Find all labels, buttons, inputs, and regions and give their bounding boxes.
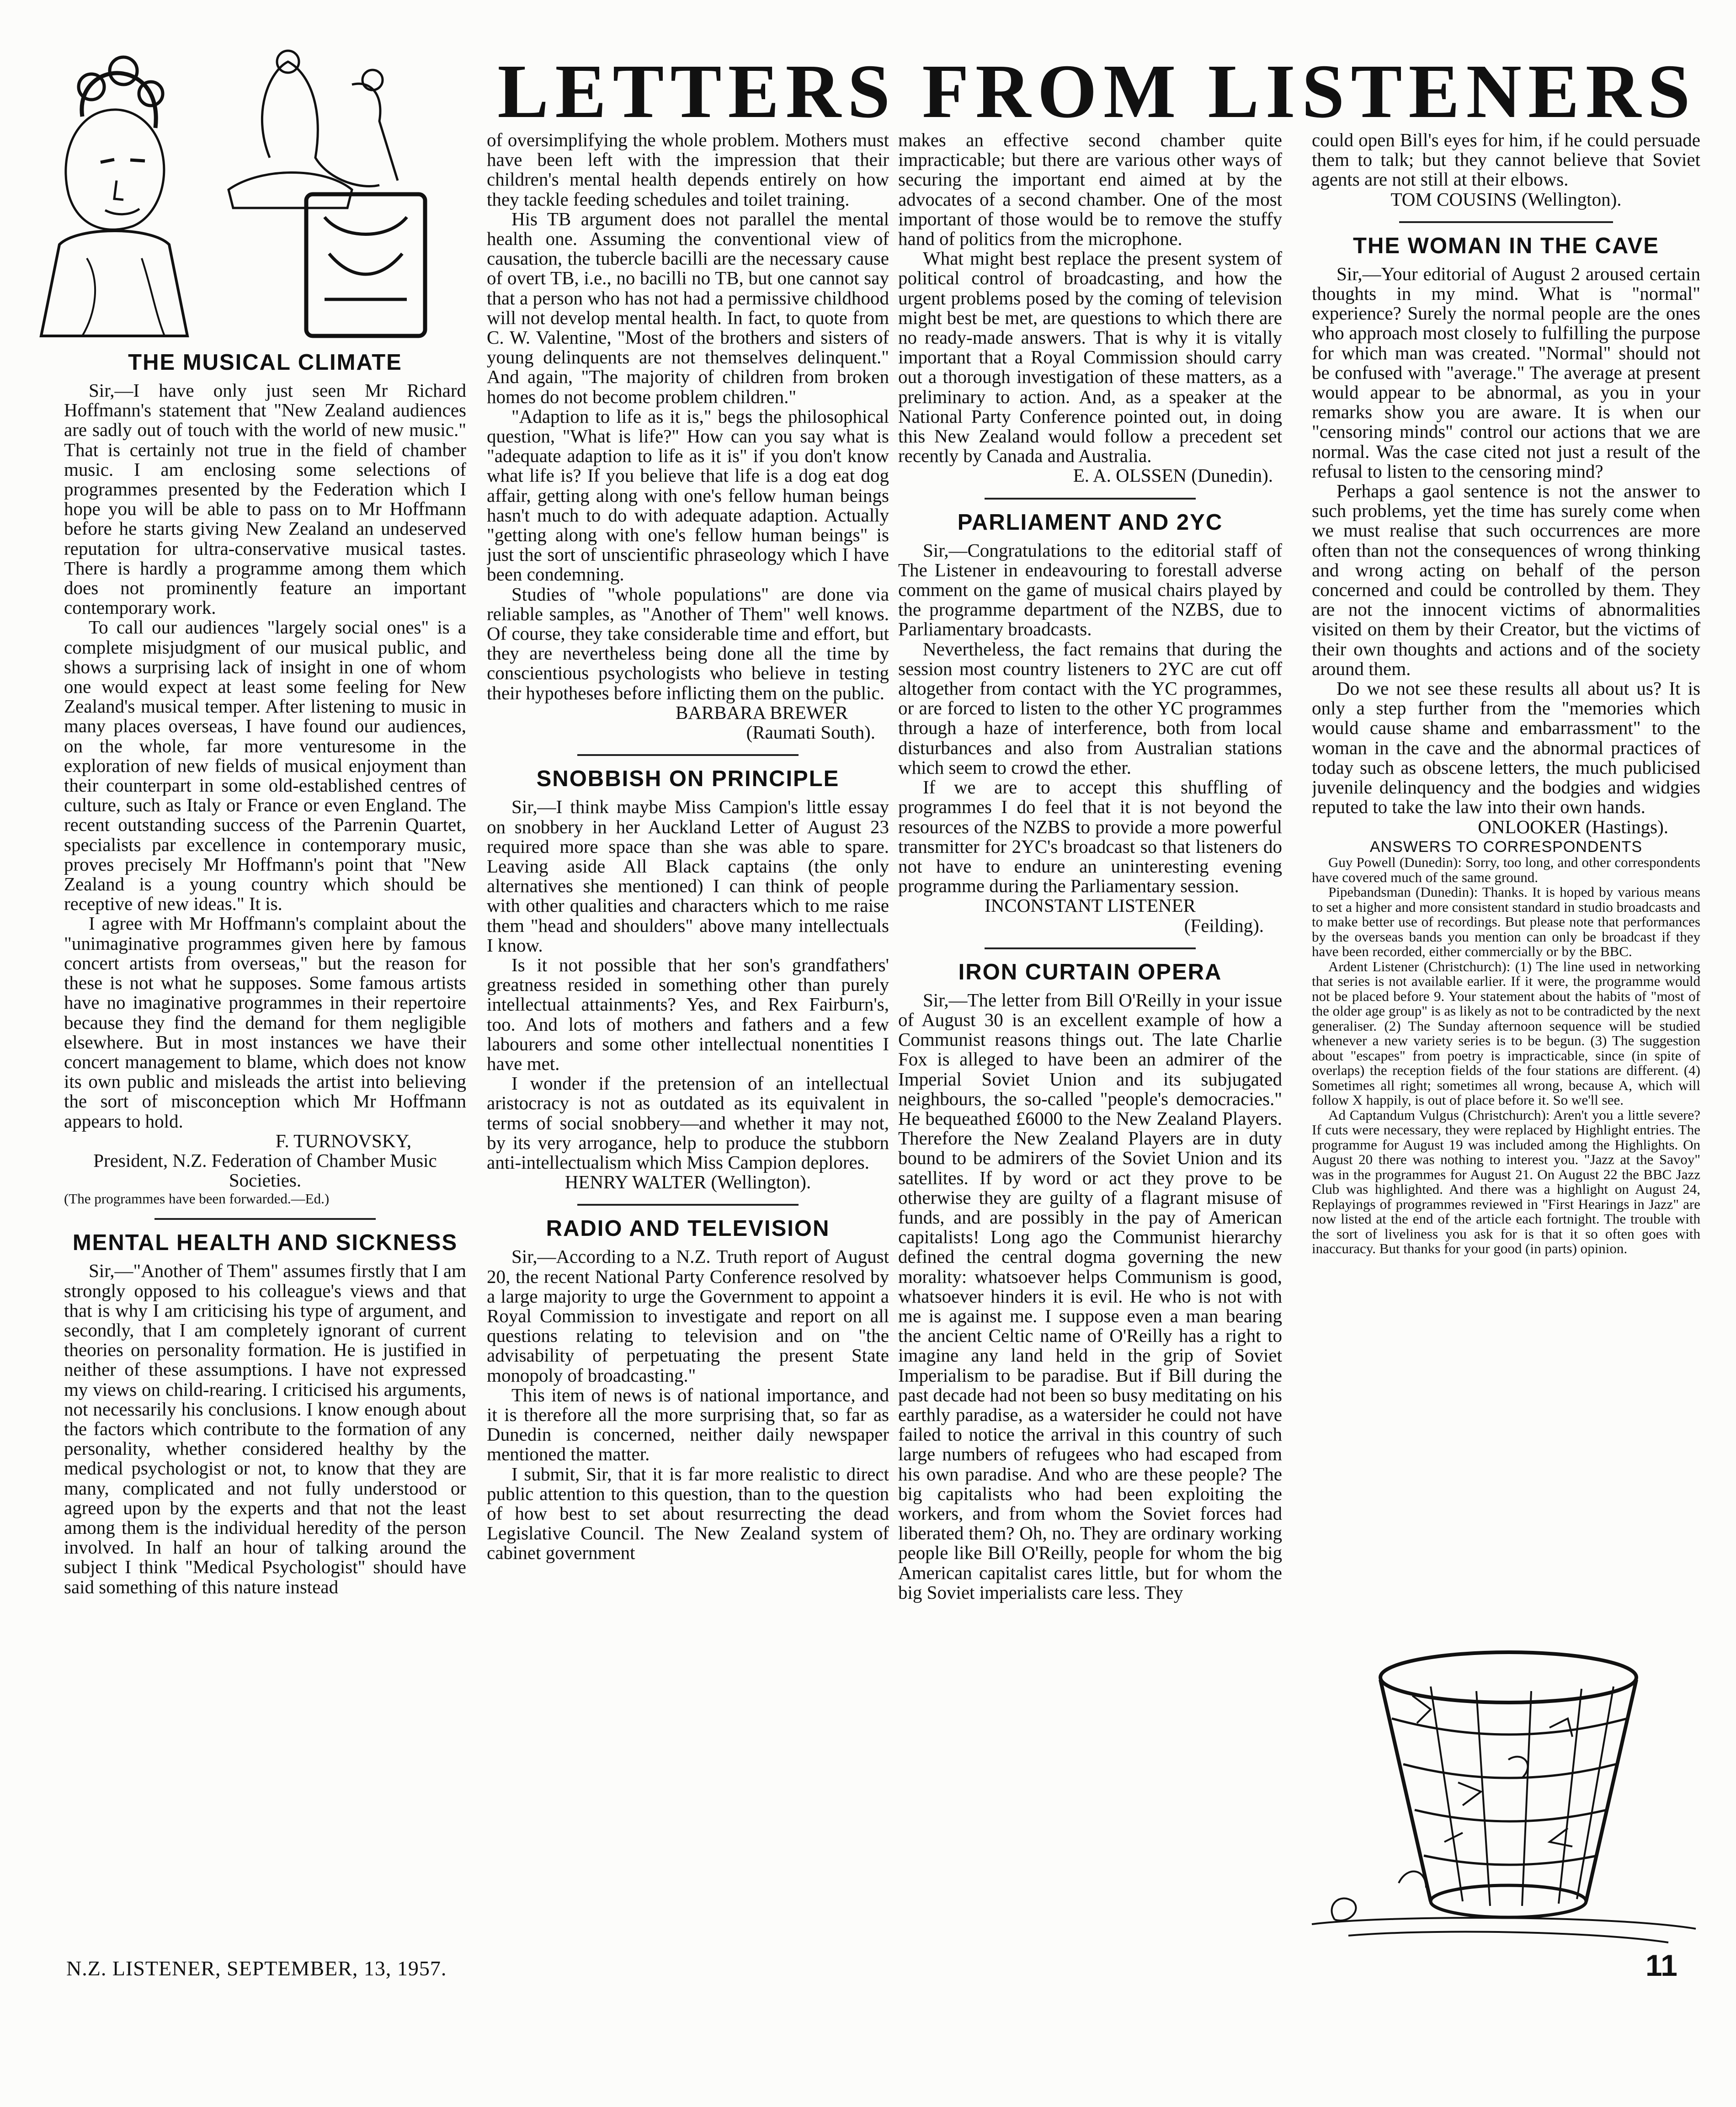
signature-onlooker: ONLOOKER (Hastings). [1478, 816, 1668, 837]
letter-paragraph: Sir,—"Another of Them" assumes firstly that I am strongly opposed to his colleague's views and that that is why I am criticising his type of argument, and secondly, that I am completely ignorant of current theories on personality formation. He is justified in neither of these assumptions. I have not expressed my views on child-rearing. I criticised his arguments, not necessarily his conclusions. I know enough about the factors which contribute to the formation of any personality, whether considered healthy by the medical psychologist or not, to know that they are many, complicated and not fully understood or agreed upon by the experts and that not the least among them is the individual heredity of the person involved. In half an hour of talking around the subject I think "Medical Psychologist" should have said something of this nature instead [64, 1260, 466, 1597]
section-divider [985, 947, 1196, 949]
answers-section [1312, 840, 1700, 1256]
heading-musical-climate: THE MUSICAL CLIMATE [128, 350, 402, 375]
letter-paragraph: Sir,—Congratulations to the editorial staff of The Listener in endeavouring to forestall adverse comment on the game of musical chairs played by the programme department of the NZBS, due to Parliamentary broadcasts. [898, 539, 1282, 640]
heading-mental-health: MENTAL HEALTH AND SICKNESS [72, 1230, 458, 1256]
section-divider [577, 1204, 799, 1206]
letter-paragraph: Sir,—The letter from Bill O'Reilly in your issue of August 30 is an excellent example of how a Communist reasons things out. The late Charlie Fox is alleged to have been an admirer of the Imperial Soviet Union and its subjugated neighbours, the so-called "people's democracies." He bequeathed £6000 to the New Zealand Players. Therefore the New Zealand Players are in duty bound to be admirers of the Soviet Union and its satellites. If by word or act they prove to be otherwise they are guilty of a flagrant misuse of funds, and are possibly in the pay of American capitalists! Long ago the Communist hierarchy defined the central dogma governing the new morality: whatsoever helps Communism is good, whatsoever hinders it is evil. He who is not with me is against me. I suppose even a man bearing the ancient Celtic name of O'Reilly has a right to imagine any land held in the grip of Soviet Imperialism to be paradise. But if Bill during the past decade had not been so busy meditating on his earthly paradise, as a watersider he could not have failed to notice the arrival in this country of such large numbers of refugees who had escaped from his own paradise. And who are these people? The big capitalists who had been exploiting the workers, and from whom the Soviet forces had liberated them? Oh, no. They are ordinary working people like Bill O'Reilly, people for whom the big American capitalist cares little, but for whom the big Soviet imperialists care less. They [898, 989, 1282, 1603]
column-4 [1312, 130, 1700, 1661]
answer-item: Ardent Listener (Christchurch): (1) The line used in networking that series is not available earlier. If it were, the programme would not be placed before 9. Your statement about the habits of "most of the older age group" is as likely as not to be contradicted by the next generaliser. (2) The Sunday afternoon sequence will be studied whenever a new variety series is to be begun. (3) The suggestion about "escapes" from poetry is impracticable, since (in spite of overlaps) the reception fields of the four stations are different. (4) Sometimes all right; sometimes all wrong, because A, which will follow X happily, is out of place before it. So we'll see. [1312, 958, 1700, 1108]
signature-place: (Raumati South). [746, 722, 875, 743]
letter-paragraph: This item of news is of national importance, and it is therefore all the more surprising that, so far as Dunedin is concerned, neither daily newspaper mentioned the matter. [487, 1384, 889, 1465]
letter-paragraph: Is it not possible that her son's grandfathers' greatness resided in something other than purely intellectual attainments? Yes, and Rex Fairburn's, too. And lots of mothers and fathers and a few labourers and some other intellectual nonentities I have met. [487, 954, 889, 1074]
letter-paragraph: Sir,—According to a N.Z. Truth report of August 20, the recent National Party Conference resolved by a large majority to urge the Government to appoint a Royal Commission to investigate and report on all questions relating to television and on "the advisability of perpetuating the present State monopoly of broadcasting." [487, 1246, 889, 1386]
column-3 [898, 130, 1282, 1945]
letter-paragraph: Do we not see these results all about us? It is only a step further from the "memories which would cause shame and embarrassment" to the woman in the cave and the abnormal practices of today such as obscene letters, the much publicised juvenile delinquency and the bodgies and widgies reputed to take the law into their own hands. [1312, 678, 1700, 818]
footer-publication-date: N.Z. LISTENER, SEPTEMBER, 13, 1957. [66, 1957, 447, 1980]
column-1 [64, 345, 466, 1945]
column-2 [487, 130, 889, 1945]
signature-title: President, N.Z. Federation of Chamber Music Societies. [93, 1149, 437, 1191]
wastepaper-basket-illustration [1294, 1645, 1705, 1947]
letter-paragraph: Perhaps a gaol sentence is not the answer to such problems, yet the time has surely come when we must realise that such occurrences are more often than not the consequences of wrong thinking and wrong acting on behalf of the person concerned and could be controlled by them. They are not the innocent victims of abnormalities visited on them by their Creator, but the victims of their own thoughts and actions and of the society around them. [1312, 480, 1700, 679]
heading-radio-television: RADIO AND TELEVISION [546, 1216, 830, 1241]
letter-paragraph: Nevertheless, the fact remains that during the session most country listeners to 2YC are cut off altogether from contact with the YC programmes, or are forced to listen to the other YC programmes through a haze of interference, both from local disturbances and also from Australian stations which seem to crowd the ether. [898, 638, 1282, 778]
signature-inconstant: INCONSTANT LISTENER [985, 895, 1196, 916]
letter-paragraph: Sir,—Your editorial of August 2 aroused certain thoughts in my mind. What is "normal" experience? Surely the normal people are the ones who approach most closely to fulfilling the purpose for which man was created. "Normal" should not be confused with "average." The average at present would appear to be abnormal, as you in your remarks show you are aware. It is when our "censoring minds" control our actions that we are normal. Was the case cited not just a result of the refusal to listen to the censoring mind? [1312, 263, 1700, 482]
letter-paragraph: "Adaption to life as it is," begs the philosophical question, "What is life?" How can you say what is "adequate adaption to life as it is" if you don't know what life is? If you believe that life is a dog eat dog affair, getting along with one's fellow human beings hasn't much to do with adequate adaption. Actually "getting along with one's fellow human beings" is just the sort of unscientific phraseology which I have been condemning. [487, 405, 889, 585]
heading-snobbish: SNOBBISH ON PRINCIPLE [536, 766, 840, 792]
signature-cousins: TOM COUSINS (Wellington). [1390, 188, 1622, 210]
section-divider [154, 1218, 376, 1220]
signature-walter: HENRY WALTER (Wellington). [564, 1171, 811, 1193]
letter-paragraph: Studies of "whole populations" are done via reliable samples, as "Another of Them" well knows. Of course, they take considerable time and effort, but they are nevertheless being done all the time by conscientious psychologists who believe in testing their hypotheses before inflicting them on the public. [487, 583, 889, 703]
section-divider [1399, 221, 1613, 223]
answer-item: Guy Powell (Dunedin): Sorry, too long, and other correspondents have covered much of the same ground. [1312, 854, 1700, 885]
letter-paragraph: His TB argument does not parallel the mental health one. Assuming the conventional view of causation, the tubercle bacilli are the necessary cause of overt TB, i.e., no bacilli no TB, but one cannot say that a person who has not had a permissive childhood will not develop mental health. In fact, to quote from C. W. Valentine, "Most of the brothers and sisters of young delinquents are not themselves delinquent." And again, "The majority of children from broken homes do not become problem children." [487, 208, 889, 407]
page-number: 11 [1645, 1948, 1677, 1982]
letter-paragraph: Sir,—I have only just seen Mr Richard Hoffmann's statement that "New Zealand audiences are sadly out of touch with the world of new music." That is certainly not true in the field of chamber music. I am enclosing some selections of programmes presented by the Federation which I hope you will be able to pass on to Mr Hoffmann before he starts giving New Zealand an undeserved reputation for ultra-conservative musical tastes. There is hardly a programme among them which does not prominently feature an important contemporary work. [64, 380, 466, 618]
listeners-illustration [32, 43, 453, 341]
letter-paragraph: I submit, Sir, that it is far more realistic to direct public attention to this question, than to the question of how best to set about resurrecting the dead Legislative Council. The New Zealand system of cabinet government [487, 1463, 889, 1564]
letter-paragraph: What might best replace the present system of political control of broadcasting, and how the urgent problems posed by the coming of television might best be met, are questions to which there are no ready-made answers. That is why it is vitally important that a Royal Commission should carry out a thorough investigation of these matters, as a preliminary to action. And, as a speaker at the National Party Conference pointed out, in doing this New Zealand would follow a precedent set recently by Canada and Australia. [898, 248, 1282, 467]
signature-place: (Feilding). [1184, 915, 1264, 936]
letter-paragraph: Sir,—I think maybe Miss Campion's little essay on snobbery in her Auckland Letter of August 23 required more space than she was able to spare. Leaving aside All Black captains (the only alternatives she mentioned) I can think of people with other qualities and characters which to me raise them "head and shoulders" above many intellectuals I know. [487, 796, 889, 956]
signature-turnovsky: F. TURNOVSKY, [275, 1130, 411, 1151]
letter-paragraph: makes an effective second chamber quite impracticable; but there are various other ways of securing the important end aimed at by the advocates of a second chamber. One of the most important of those would be to remove the stuffy hand of politics from the microphone. [898, 130, 1282, 250]
answer-item: Ad Captandum Vulgus (Christchurch): Aren't you a little severe? If cuts were necessary, they were replaced by Highlight entries. The programme for August 19 was included among the Highlights. On August 20 there was nothing to interest you. "Jazz at the Savoy" was in the programmes for August 21. On August 22 the BBC Jazz Club was highlighted. And there was a highlight on August 24, Replayings of programmes reviewed in "First Hearings in Jazz" are now listed at the end of the article each fortnight. The trouble with the sort of liveliness you ask for is that it so often goes with inaccuracy. But thanks for your good (in parts) opinion. [1312, 1107, 1700, 1257]
letter-paragraph: To call our audiences "largely social ones" is a complete misjudgment of our musical public, and shows a surprising lack of insight in one of whom one would expect at least some feeling for New Zealand's musical temper. After listening to music in many places overseas, I have found our audiences, on the whole, far more venturesome in the exploration of new fields of musical enjoyment than their counterpart in some old-established centres of culture, such as Italy or France or even England. The recent outstanding success of the Parrenin Quartet, specialists par excellence in contemporary music, proves precisely Mr Hoffmann's point that "New Zealand is a young country which should be receptive of new ideas." It is. [64, 617, 466, 915]
masthead-title: LETTERS FROM LISTENERS [497, 49, 1697, 134]
heading-woman-in-cave: THE WOMAN IN THE CAVE [1353, 233, 1659, 258]
heading-iron-curtain: IRON CURTAIN OPERA [958, 959, 1222, 984]
section-divider [577, 754, 799, 756]
section-divider [985, 498, 1196, 500]
letter-paragraph: of oversimplifying the whole problem. Mothers must have been left with the impression that their children's mental health depends entirely on how they tackle feeding schedules and toilet training. [487, 130, 889, 210]
heading-parliament-2yc: PARLIAMENT AND 2YC [957, 510, 1223, 535]
answer-item: Pipebandsman (Dunedin): Thanks. It is hoped by various means to set a higher and more consistent standard in studio broadcasts and to make better use of recordings. But please note that performances by the overseas bands you mention can only be broadcast if they have been recorded, either commercially or by the BBC. [1312, 884, 1700, 960]
letter-paragraph: If we are to accept this shuffling of programmes I do feel that it is not beyond the resources of the NZBS to provide a more powerful transmitter for 2YC's broadcast so that listeners do not have to endure an uninteresting evening programme during the Parliamentary session. [898, 777, 1282, 897]
signature-brewer: BARBARA BREWER [675, 702, 848, 723]
letter-paragraph: I agree with Mr Hoffmann's complaint about the "unimaginative programmes given here by famous concert artists from overseas," but the reason for these is not what he supposes. Some famous artists have no imaginative programmes in their repertoire because they find the demand for them negligible elsewhere. But in most instances we have their concert management to blame, which does not know its own public and misleads the artist into believing the sort of misconception which Mr Hoffmann appears to hold. [64, 913, 466, 1132]
editor-note: (The programmes have been forwarded.—Ed.) [64, 1191, 330, 1207]
letter-paragraph: I wonder if the pretension of an intellectual aristocracy is not as outdated as its equivalent in terms of social snobbery—and whether it may not, by its very arrogance, help to produce the stubborn anti-intellectualism which Miss Campion deplores. [487, 1073, 889, 1173]
answers-heading: ANSWERS TO CORRESPONDENTS [1369, 838, 1643, 856]
letter-paragraph: could open Bill's eyes for him, if he could persuade them to talk; but they cannot believe that Soviet agents are not still at their elbows. [1312, 130, 1700, 190]
signature-olssen: E. A. OLSSEN (Dunedin). [1073, 465, 1273, 486]
